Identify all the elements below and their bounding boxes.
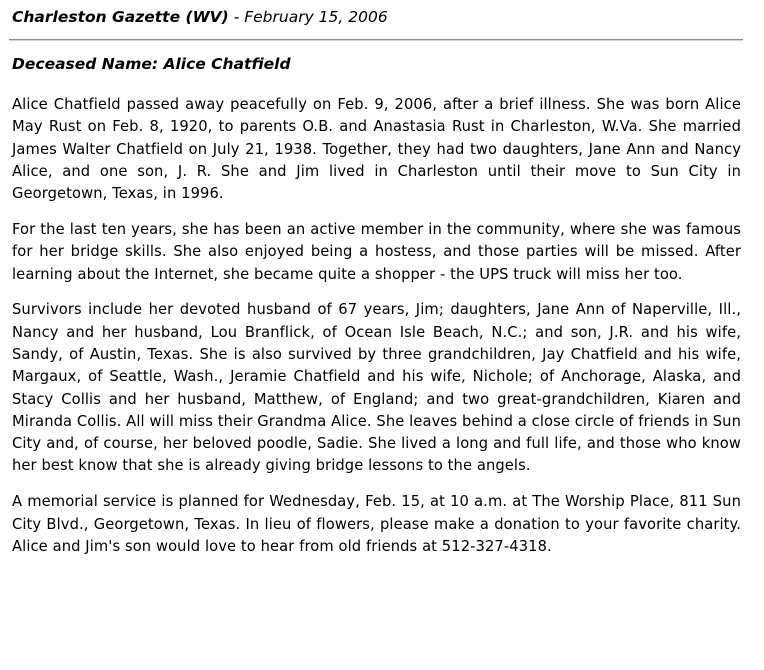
header-divider	[9, 39, 743, 41]
newspaper-name: Charleston Gazette (WV)	[12, 8, 229, 26]
paragraph-community: For the last ten years, she has been an active member in the community, where she was famous for her bridge skills. She also enjoyed being a hostess, and those parties will be missed. After learning about the Internet, she became quite a shopper - the UPS truck will miss her too.	[12, 220, 741, 283]
paragraph-biography: Alice Chatfield passed away peacefully on Feb. 9, 2006, after a brief illness. She was born Alice May Rust on Feb. 8, 1920, to parents O.B. and Anastasia Rust in Charleston, W.Va. She married James Walter Chatfield on July 21, 1938. Together, they had two daughters, Jane Ann and Nancy Alice, and one son, J. R. She and Jim lived in Charleston until their move to Sun City in Georgetown, Texas, in 1996.	[12, 96, 741, 203]
deceased-name-heading: Deceased Name: Alice Chatfield	[12, 55, 291, 73]
paragraph-survivors: Survivors include her devoted husband of 67 years, Jim; daughters, Jane Ann of Naperville, Ill., Nancy and her husband, Lou Branflick, of Ocean Isle Beach, N.C.; and son, J.R. and his wife, Sandy, of Austin, Texas. She is also survived by three grandchildren, Jay Chatfield and his wife, Margaux, of Seattle, Wash., Jeramie Chatfield and his wife, Nichole; of Anchorage, Alaska, and Stacy Collis and her husband, Matthew, of England; and two great-grandchildren, Kiaren and Miranda Collis. All will miss their Grandma Alice. She leaves behind a close circle of friends in Sun City and, of course, her beloved poodle, Sadie. She lived a long and full life, and those who know her best know that she is already giving bridge lessons to the angels.	[12, 301, 741, 475]
paragraph-memorial-service: A memorial service is planned for Wednesday, Feb. 15, at 10 a.m. at The Worship Place, 811 Sun City Blvd., Georgetown, Texas. In lieu of flowers, please make a donation to your favorite charity. Alice and Jim's son would love to hear from old friends at 512-327-4318.	[12, 493, 741, 555]
masthead	[12, 7, 388, 27]
obituary-body	[12, 94, 741, 572]
publication-date: February 15, 2006	[244, 8, 388, 26]
date-separator: -	[228, 8, 245, 26]
